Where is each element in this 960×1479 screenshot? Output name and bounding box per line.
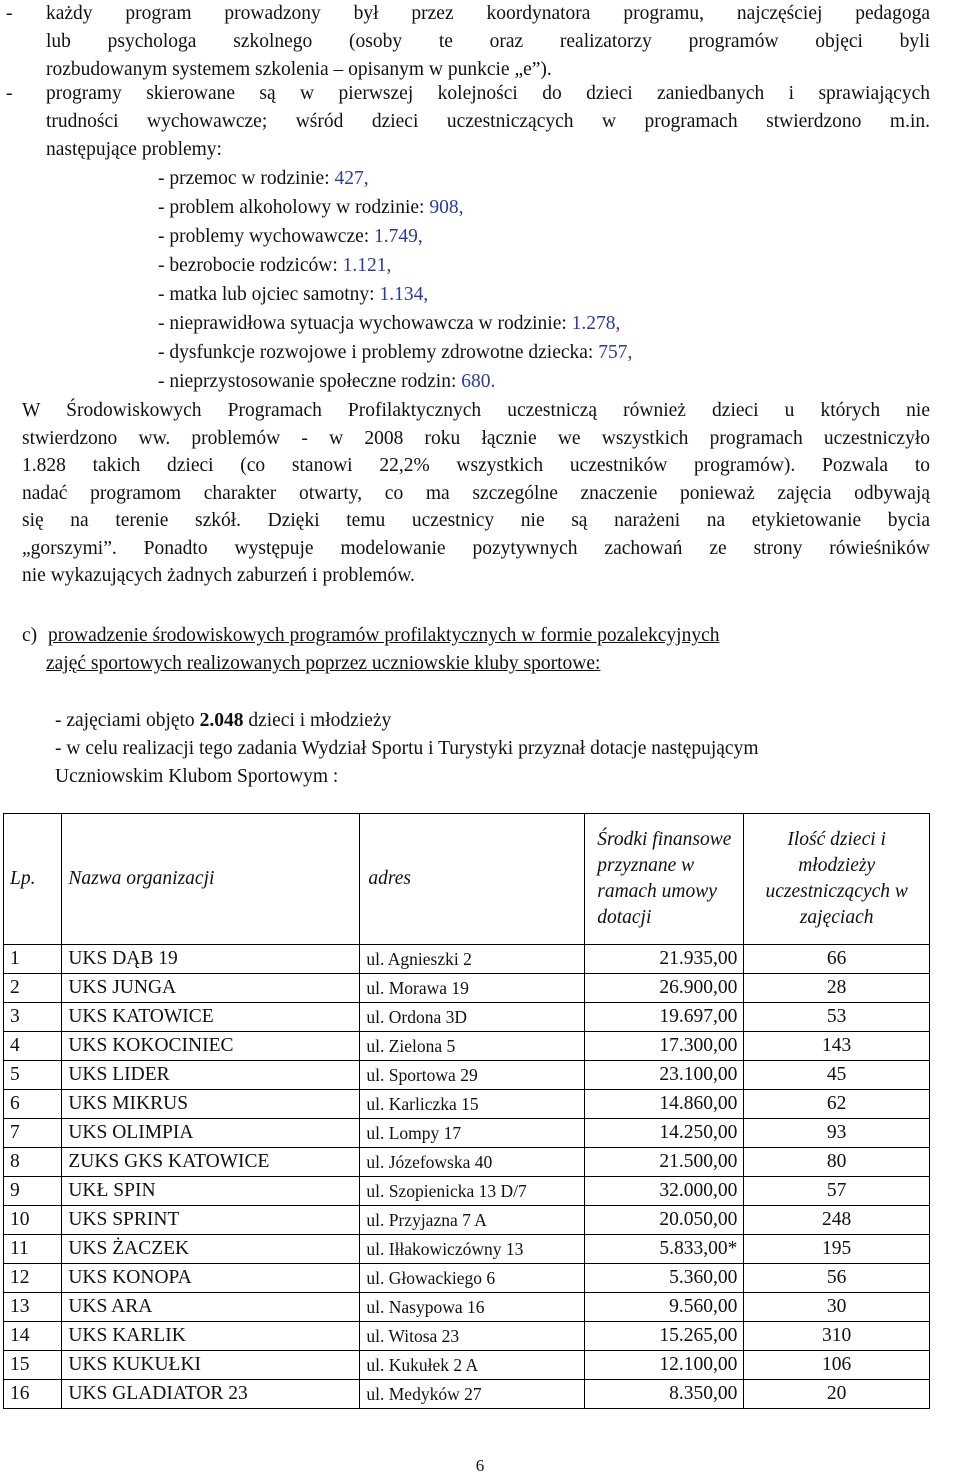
cell-organization: UKS KARLIK (62, 1322, 360, 1351)
bullet-line: rozbudowanym systemem szkolenia – opisanym w punkcie „e”). (46, 59, 552, 80)
table-row (4, 1061, 930, 1090)
header-address: adres (360, 814, 585, 945)
cell-address: ul. Kukułek 2 A (360, 1351, 585, 1380)
cell-participants: 143 (744, 1032, 930, 1061)
cell-participants: 28 (744, 974, 930, 1003)
cell-address: ul. Witosa 23 (360, 1322, 585, 1351)
cell-lp: 3 (4, 1003, 62, 1032)
cell-organization: UKS KATOWICE (62, 1003, 360, 1032)
cell-address: ul. Medyków 27 (360, 1380, 585, 1409)
cell-amount: 12.100,00 (585, 1351, 744, 1380)
table-row (4, 1148, 930, 1177)
cell-address: ul. Przyjazna 7 A (360, 1206, 585, 1235)
table-row (4, 1380, 930, 1409)
table-row (4, 1351, 930, 1380)
bullet-coordinator (6, 0, 930, 84)
cell-participants: 62 (744, 1090, 930, 1119)
bullet-line: lub psychologa szkolnego (osoby te oraz realizatorzy programów objęci byli (46, 31, 930, 52)
cell-participants: 310 (744, 1322, 930, 1351)
problem-count: 757, (598, 342, 633, 363)
problem-item (158, 251, 632, 280)
cell-participants: 80 (744, 1148, 930, 1177)
problem-label: - nieprzystosowanie społeczne rodzin: (158, 371, 462, 392)
section-title-line: zajęć sportowych realizowanych poprzez uczniowskie kluby sportowe: (46, 653, 601, 674)
problem-label: - problem alkoholowy w rodzinie: (158, 197, 430, 218)
table-row (4, 1032, 930, 1061)
bullet-dash: - (6, 83, 13, 104)
paragraph-programs (22, 397, 930, 590)
problem-label: - dysfunkcje rozwojowe i problemy zdrowotne dziecka: (158, 342, 599, 363)
cell-address: ul. Karliczka 15 (360, 1090, 585, 1119)
cell-lp: 12 (4, 1264, 62, 1293)
paragraph-line: nie wykazujących żadnych zaburzeń i problemów. (22, 565, 415, 586)
bullet-line: trudności wychowawcze; wśród dzieci uczestniczących w programach stwierdzono m.in. (46, 111, 930, 132)
cell-organization: UKS SPRINT (62, 1206, 360, 1235)
cell-organization: UKS KONOPA (62, 1264, 360, 1293)
table-header-row (4, 814, 930, 945)
table-row (4, 1264, 930, 1293)
paragraph-line: się na terenie szkół. Dzięki temu uczestnicy nie są narażeni na etykietowanie bycia (22, 510, 930, 531)
cell-amount: 20.050,00 (585, 1206, 744, 1235)
cell-participants: 106 (744, 1351, 930, 1380)
page-number: 6 (475, 1456, 485, 1475)
bullet-line: programy skierowane są w pierwszej kolejności do dzieci zaniedbanych i sprawiających (46, 83, 930, 104)
cell-lp: 5 (4, 1061, 62, 1090)
cell-amount: 26.900,00 (585, 974, 744, 1003)
cell-lp: 1 (4, 945, 62, 974)
summary-line: - w celu realizacji tego zadania Wydział Sportu i Turystyki przyznał dotacje następującym (55, 738, 759, 759)
cell-amount: 19.697,00 (585, 1003, 744, 1032)
cell-organization: UKS ŻACZEK (62, 1235, 360, 1264)
table-row (4, 1322, 930, 1351)
table-row (4, 1119, 930, 1148)
paragraph-line: 1.828 takich dzieci (co stanowi 22,2% wszystkich uczestników programów). Pozwala to (22, 455, 930, 476)
problem-count: 1.121, (342, 255, 392, 276)
cell-participants: 57 (744, 1177, 930, 1206)
cell-participants: 248 (744, 1206, 930, 1235)
table-row (4, 1003, 930, 1032)
cell-address: ul. Zielona 5 (360, 1032, 585, 1061)
cell-address: ul. Szopienicka 13 D/7 (360, 1177, 585, 1206)
problem-label: - problemy wychowawcze: (158, 226, 375, 247)
cell-lp: 14 (4, 1322, 62, 1351)
cell-address: ul. Głowackiego 6 (360, 1264, 585, 1293)
problem-item (158, 367, 632, 396)
cell-organization: UKS MIKRUS (62, 1090, 360, 1119)
cell-lp: 8 (4, 1148, 62, 1177)
cell-lp: 7 (4, 1119, 62, 1148)
cell-organization: UKS LIDER (62, 1061, 360, 1090)
cell-participants: 30 (744, 1293, 930, 1322)
paragraph-line: „gorszymi”. Ponadto występuje modelowanie pozytywnych zachowań ze strony rówieśników (22, 537, 930, 559)
table-row (4, 1293, 930, 1322)
cell-participants: 93 (744, 1119, 930, 1148)
table-row (4, 1206, 930, 1235)
cell-amount: 32.000,00 (585, 1177, 744, 1206)
bullet-target-groups (6, 80, 930, 164)
cell-lp: 13 (4, 1293, 62, 1322)
table-row (4, 1090, 930, 1119)
cell-lp: 16 (4, 1380, 62, 1409)
cell-lp: 11 (4, 1235, 62, 1264)
cell-organization: UKS ARA (62, 1293, 360, 1322)
cell-address: ul. Ordona 3D (360, 1003, 585, 1032)
cell-amount: 21.500,00 (585, 1148, 744, 1177)
cell-amount: 5.360,00 (585, 1264, 744, 1293)
problem-item (158, 193, 632, 222)
summary-text: dzieci i młodzieży (243, 710, 392, 731)
cell-amount: 23.100,00 (585, 1061, 744, 1090)
cell-lp: 10 (4, 1206, 62, 1235)
summary-line: Uczniowskim Klubom Sportowym : (55, 766, 339, 787)
problem-count: 908, (429, 197, 464, 218)
table-row (4, 945, 930, 974)
cell-organization: UKS KUKUŁKI (62, 1351, 360, 1380)
cell-organization: UKS KOKOCINIEC (62, 1032, 360, 1061)
problem-count: 1.749, (374, 226, 423, 247)
cell-lp: 6 (4, 1090, 62, 1119)
section-title-line: prowadzenie środowiskowych programów profilaktycznych w formie pozalekcyjnych (48, 625, 720, 646)
bullet-line: każdy program prowadzony był przez koordynatora programu, najczęściej pedagoga (46, 3, 930, 24)
cell-address: ul. Nasypowa 16 (360, 1293, 585, 1322)
cell-amount: 17.300,00 (585, 1032, 744, 1061)
summary-line (55, 707, 935, 735)
problem-count: 1.278, (571, 313, 621, 334)
header-count: Ilość dzieci i młodzieży uczestniczących w zajęciach (744, 814, 930, 945)
cell-lp: 15 (4, 1351, 62, 1380)
participants-total: 2.048 (199, 710, 244, 731)
header-lp: Lp. (4, 814, 62, 945)
cell-lp: 4 (4, 1032, 62, 1061)
grants-table (3, 813, 930, 1409)
cell-address: ul. Józefowska 40 (360, 1148, 585, 1177)
cell-lp: 2 (4, 974, 62, 1003)
cell-organization: UKS GLADIATOR 23 (62, 1380, 360, 1409)
problem-item (158, 338, 632, 367)
problem-label: - matka lub ojciec samotny: (158, 284, 380, 305)
header-amount: Środki finansowe przyznane w ramach umowy dotacji (585, 814, 744, 945)
header-name: Nazwa organizacji (62, 814, 360, 945)
problem-item (158, 309, 632, 338)
cell-address: ul. Sportowa 29 (360, 1061, 585, 1090)
cell-organization: UKS DĄB 19 (62, 945, 360, 974)
problem-count: 1.134, (379, 284, 429, 305)
cell-amount: 8.350,00 (585, 1380, 744, 1409)
cell-amount: 15.265,00 (585, 1322, 744, 1351)
cell-lp: 9 (4, 1177, 62, 1206)
problem-count: 680. (461, 371, 496, 392)
table-row (4, 1177, 930, 1206)
cell-participants: 45 (744, 1061, 930, 1090)
cell-address: ul. Morawa 19 (360, 974, 585, 1003)
cell-address: ul. Agnieszki 2 (360, 945, 585, 974)
cell-organization: UKŁ SPIN (62, 1177, 360, 1206)
problem-item (158, 280, 632, 309)
paragraph-line: stwierdzono ww. problemów - w 2008 roku łącznie we wszystkich programach uczestniczyło (22, 427, 930, 449)
problem-item (158, 164, 632, 193)
cell-amount: 9.560,00 (585, 1293, 744, 1322)
section-c-heading (22, 622, 719, 678)
table-body (4, 945, 930, 1409)
table-row (4, 1235, 930, 1264)
problem-label: - przemoc w rodzinie: (158, 168, 335, 189)
cell-address: ul. Iłłakowiczówny 13 (360, 1235, 585, 1264)
cell-amount: 14.250,00 (585, 1119, 744, 1148)
cell-participants: 56 (744, 1264, 930, 1293)
cell-participants: 53 (744, 1003, 930, 1032)
problem-label: - nieprawidłowa sytuacja wychowawcza w rodzinie: (158, 313, 572, 334)
cell-organization: ZUKS GKS KATOWICE (62, 1148, 360, 1177)
problem-item (158, 222, 632, 251)
problem-label: - bezrobocie rodziców: (158, 255, 343, 276)
section-marker: c) (22, 625, 38, 646)
cell-amount: 14.860,00 (585, 1090, 744, 1119)
cell-organization: UKS JUNGA (62, 974, 360, 1003)
bullet-dash: - (6, 3, 13, 24)
cell-participants: 20 (744, 1380, 930, 1409)
problem-count: 427, (334, 168, 369, 189)
paragraph-line: nadać programom charakter otwarty, co ma szczególne znaczenie ponieważ zajęcia odbywają (22, 482, 930, 504)
summary-text: - zajęciami objęto (55, 710, 200, 731)
table-row (4, 974, 930, 1003)
cell-amount: 5.833,00* (585, 1235, 744, 1264)
cell-address: ul. Lompy 17 (360, 1119, 585, 1148)
cell-amount: 21.935,00 (585, 945, 744, 974)
cell-organization: UKS OLIMPIA (62, 1119, 360, 1148)
bullet-line: następujące problemy: (46, 139, 222, 160)
sports-summary (55, 707, 935, 791)
cell-participants: 66 (744, 945, 930, 974)
paragraph-line: W Środowiskowych Programach Profilaktycznych uczestniczą również dzieci u których nie (22, 400, 930, 421)
cell-participants: 195 (744, 1235, 930, 1264)
problems-list (158, 164, 632, 396)
